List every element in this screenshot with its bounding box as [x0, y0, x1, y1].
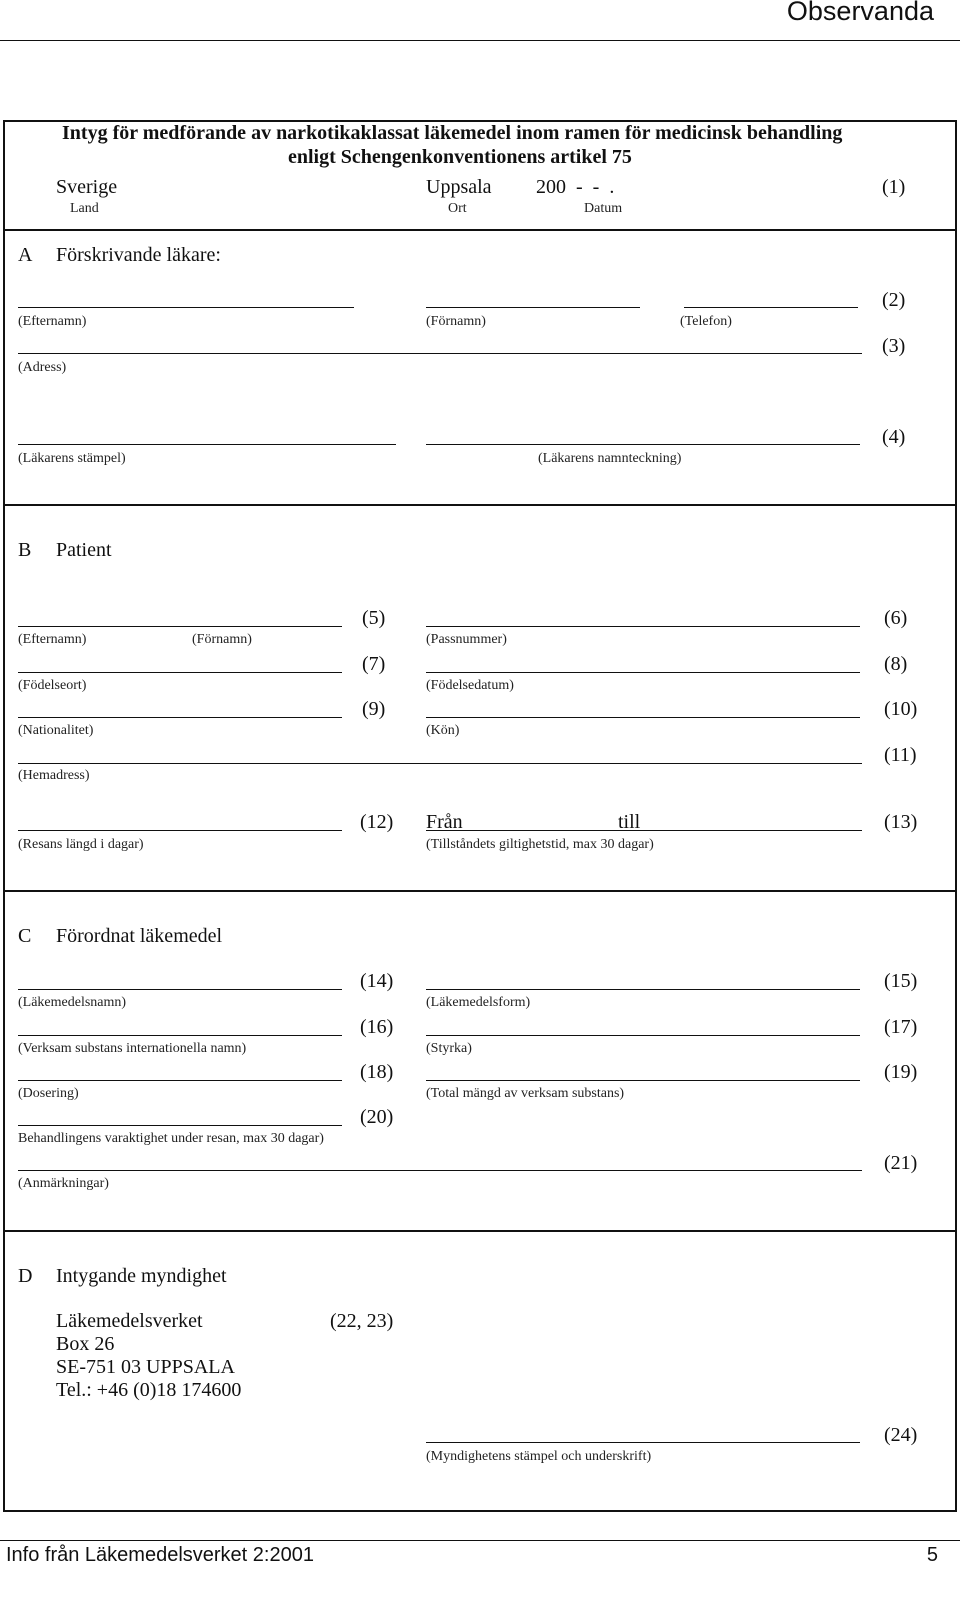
authority-sign-line[interactable]	[426, 1442, 860, 1443]
ref-6: (6)	[884, 607, 908, 629]
ref-21: (21)	[884, 1152, 918, 1174]
ref-9: (9)	[362, 698, 386, 720]
ref-13: (13)	[884, 811, 918, 833]
agency-name: Läkemedelsverket	[56, 1310, 203, 1332]
duration-line[interactable]	[18, 1125, 342, 1126]
doctor-address-line[interactable]	[18, 353, 862, 354]
doctor-address-label: (Adress)	[18, 360, 67, 375]
drug-name-label: (Läkemedelsnamn)	[18, 995, 127, 1010]
ref-3: (3)	[882, 335, 906, 357]
substance-label: (Verksam substans internationella namn)	[18, 1041, 247, 1056]
agency-phone: Tel.: +46 (0)18 174600	[56, 1379, 242, 1401]
patient-passport-line[interactable]	[426, 626, 860, 627]
patient-birthplace-label: (Födelseort)	[18, 678, 87, 693]
ref-4: (4)	[882, 426, 906, 448]
ref-2: (2)	[882, 289, 906, 311]
date-value: 200 - - .	[536, 176, 615, 198]
footer-page-number: 5	[926, 1544, 938, 1566]
patient-nationality-label: (Nationalitet)	[18, 723, 94, 738]
patient-name-line[interactable]	[18, 626, 342, 627]
ref-15: (15)	[884, 970, 918, 992]
doctor-stamp-line[interactable]	[18, 444, 396, 445]
doctor-signature-label: (Läkarens namnteckning)	[538, 451, 682, 466]
city-value: Uppsala	[426, 176, 492, 198]
ref-11: (11)	[884, 744, 917, 766]
ref-8: (8)	[884, 653, 908, 675]
drug-form-line[interactable]	[426, 989, 860, 990]
section-c-letter: C	[18, 925, 32, 947]
section-b-letter: B	[18, 539, 32, 561]
total-amount-line[interactable]	[426, 1080, 860, 1081]
strength-line[interactable]	[426, 1035, 860, 1036]
page-header-title: Observanda	[786, 0, 934, 26]
ref-10: (10)	[884, 698, 918, 720]
doctor-phone-label: (Telefon)	[680, 314, 732, 329]
ref-7: (7)	[362, 653, 386, 675]
country-label: Land	[70, 201, 99, 216]
patient-lastname-label: (Efternamn)	[18, 632, 87, 647]
strength-label: (Styrka)	[426, 1041, 472, 1056]
remarks-line[interactable]	[18, 1170, 862, 1171]
patient-passport-label: (Passnummer)	[426, 632, 507, 647]
duration-label: Behandlingens varaktighet under resan, max 30 dagar)	[18, 1131, 324, 1146]
agency-address-line2: SE-751 03 UPPSALA	[56, 1356, 235, 1378]
section-divider-d	[3, 1230, 957, 1232]
form-title-line1: Intyg för medförande av narkotikaklassat läkemedel inom ramen för medicinsk behandling	[62, 122, 843, 144]
doctor-firstname-line[interactable]	[426, 307, 640, 308]
section-divider-a	[3, 229, 957, 231]
patient-firstname-label: (Förnamn)	[192, 632, 252, 647]
section-c-title: Förordnat läkemedel	[56, 925, 223, 947]
ref-24: (24)	[884, 1424, 918, 1446]
city-label: Ort	[448, 201, 467, 216]
footer-rule	[0, 1540, 960, 1541]
trip-length-line[interactable]	[18, 830, 342, 831]
patient-home-address-label: (Hemadress)	[18, 768, 90, 783]
doctor-signature-line[interactable]	[426, 444, 860, 445]
ref-1: (1)	[882, 176, 906, 198]
section-a-letter: A	[18, 244, 33, 266]
ref-16: (16)	[360, 1016, 394, 1038]
remarks-label: (Anmärkningar)	[18, 1176, 109, 1191]
substance-line[interactable]	[18, 1035, 342, 1036]
doctor-lastname-line[interactable]	[18, 307, 354, 308]
authority-sign-label: (Myndighetens stämpel och underskrift)	[426, 1449, 652, 1464]
ref-14: (14)	[360, 970, 394, 992]
section-b-title: Patient	[56, 539, 112, 561]
doctor-phone-line[interactable]	[684, 307, 858, 308]
ref-22-23: (22, 23)	[330, 1310, 394, 1332]
patient-gender-label: (Kön)	[426, 723, 460, 738]
ref-12: (12)	[360, 811, 394, 833]
drug-name-line[interactable]	[18, 989, 342, 990]
ref-17: (17)	[884, 1016, 918, 1038]
patient-home-address-line[interactable]	[18, 763, 862, 764]
ref-20: (20)	[360, 1106, 394, 1128]
section-divider-c	[3, 890, 957, 892]
dosage-label: (Dosering)	[18, 1086, 79, 1101]
validity-to-label: till	[618, 811, 641, 833]
validity-from-label: Från	[426, 811, 463, 833]
validity-label: (Tillståndets giltighetstid, max 30 dagar)	[426, 837, 654, 852]
total-amount-label: (Total mängd av verksam substans)	[426, 1086, 625, 1101]
ref-5: (5)	[362, 607, 386, 629]
footer-source: Info från Läkemedelsverket 2:2001	[6, 1544, 314, 1566]
trip-length-label: (Resans längd i dagar)	[18, 837, 144, 852]
form-title-line2: enligt Schengenkonventionens artikel 75	[288, 146, 632, 168]
ref-19: (19)	[884, 1061, 918, 1083]
doctor-lastname-label: (Efternamn)	[18, 314, 87, 329]
header-rule	[0, 40, 960, 41]
country-value: Sverige	[56, 176, 118, 198]
date-label: Datum	[584, 201, 623, 216]
patient-birthplace-line[interactable]	[18, 672, 342, 673]
drug-form-label: (Läkemedelsform)	[426, 995, 531, 1010]
dosage-line[interactable]	[18, 1080, 342, 1081]
doctor-firstname-label: (Förnamn)	[426, 314, 486, 329]
patient-birthdate-line[interactable]	[426, 672, 860, 673]
section-a-title: Förskrivande läkare:	[56, 244, 221, 266]
patient-gender-line[interactable]	[426, 717, 860, 718]
ref-18: (18)	[360, 1061, 394, 1083]
patient-birthdate-label: (Födelsedatum)	[426, 678, 514, 693]
doctor-stamp-label: (Läkarens stämpel)	[18, 451, 126, 466]
patient-nationality-line[interactable]	[18, 717, 342, 718]
section-d-letter: D	[18, 1265, 33, 1287]
section-d-title: Intygande myndighet	[56, 1265, 227, 1287]
section-divider-b	[3, 504, 957, 506]
validity-line[interactable]	[426, 830, 862, 831]
agency-address-line1: Box 26	[56, 1333, 115, 1355]
